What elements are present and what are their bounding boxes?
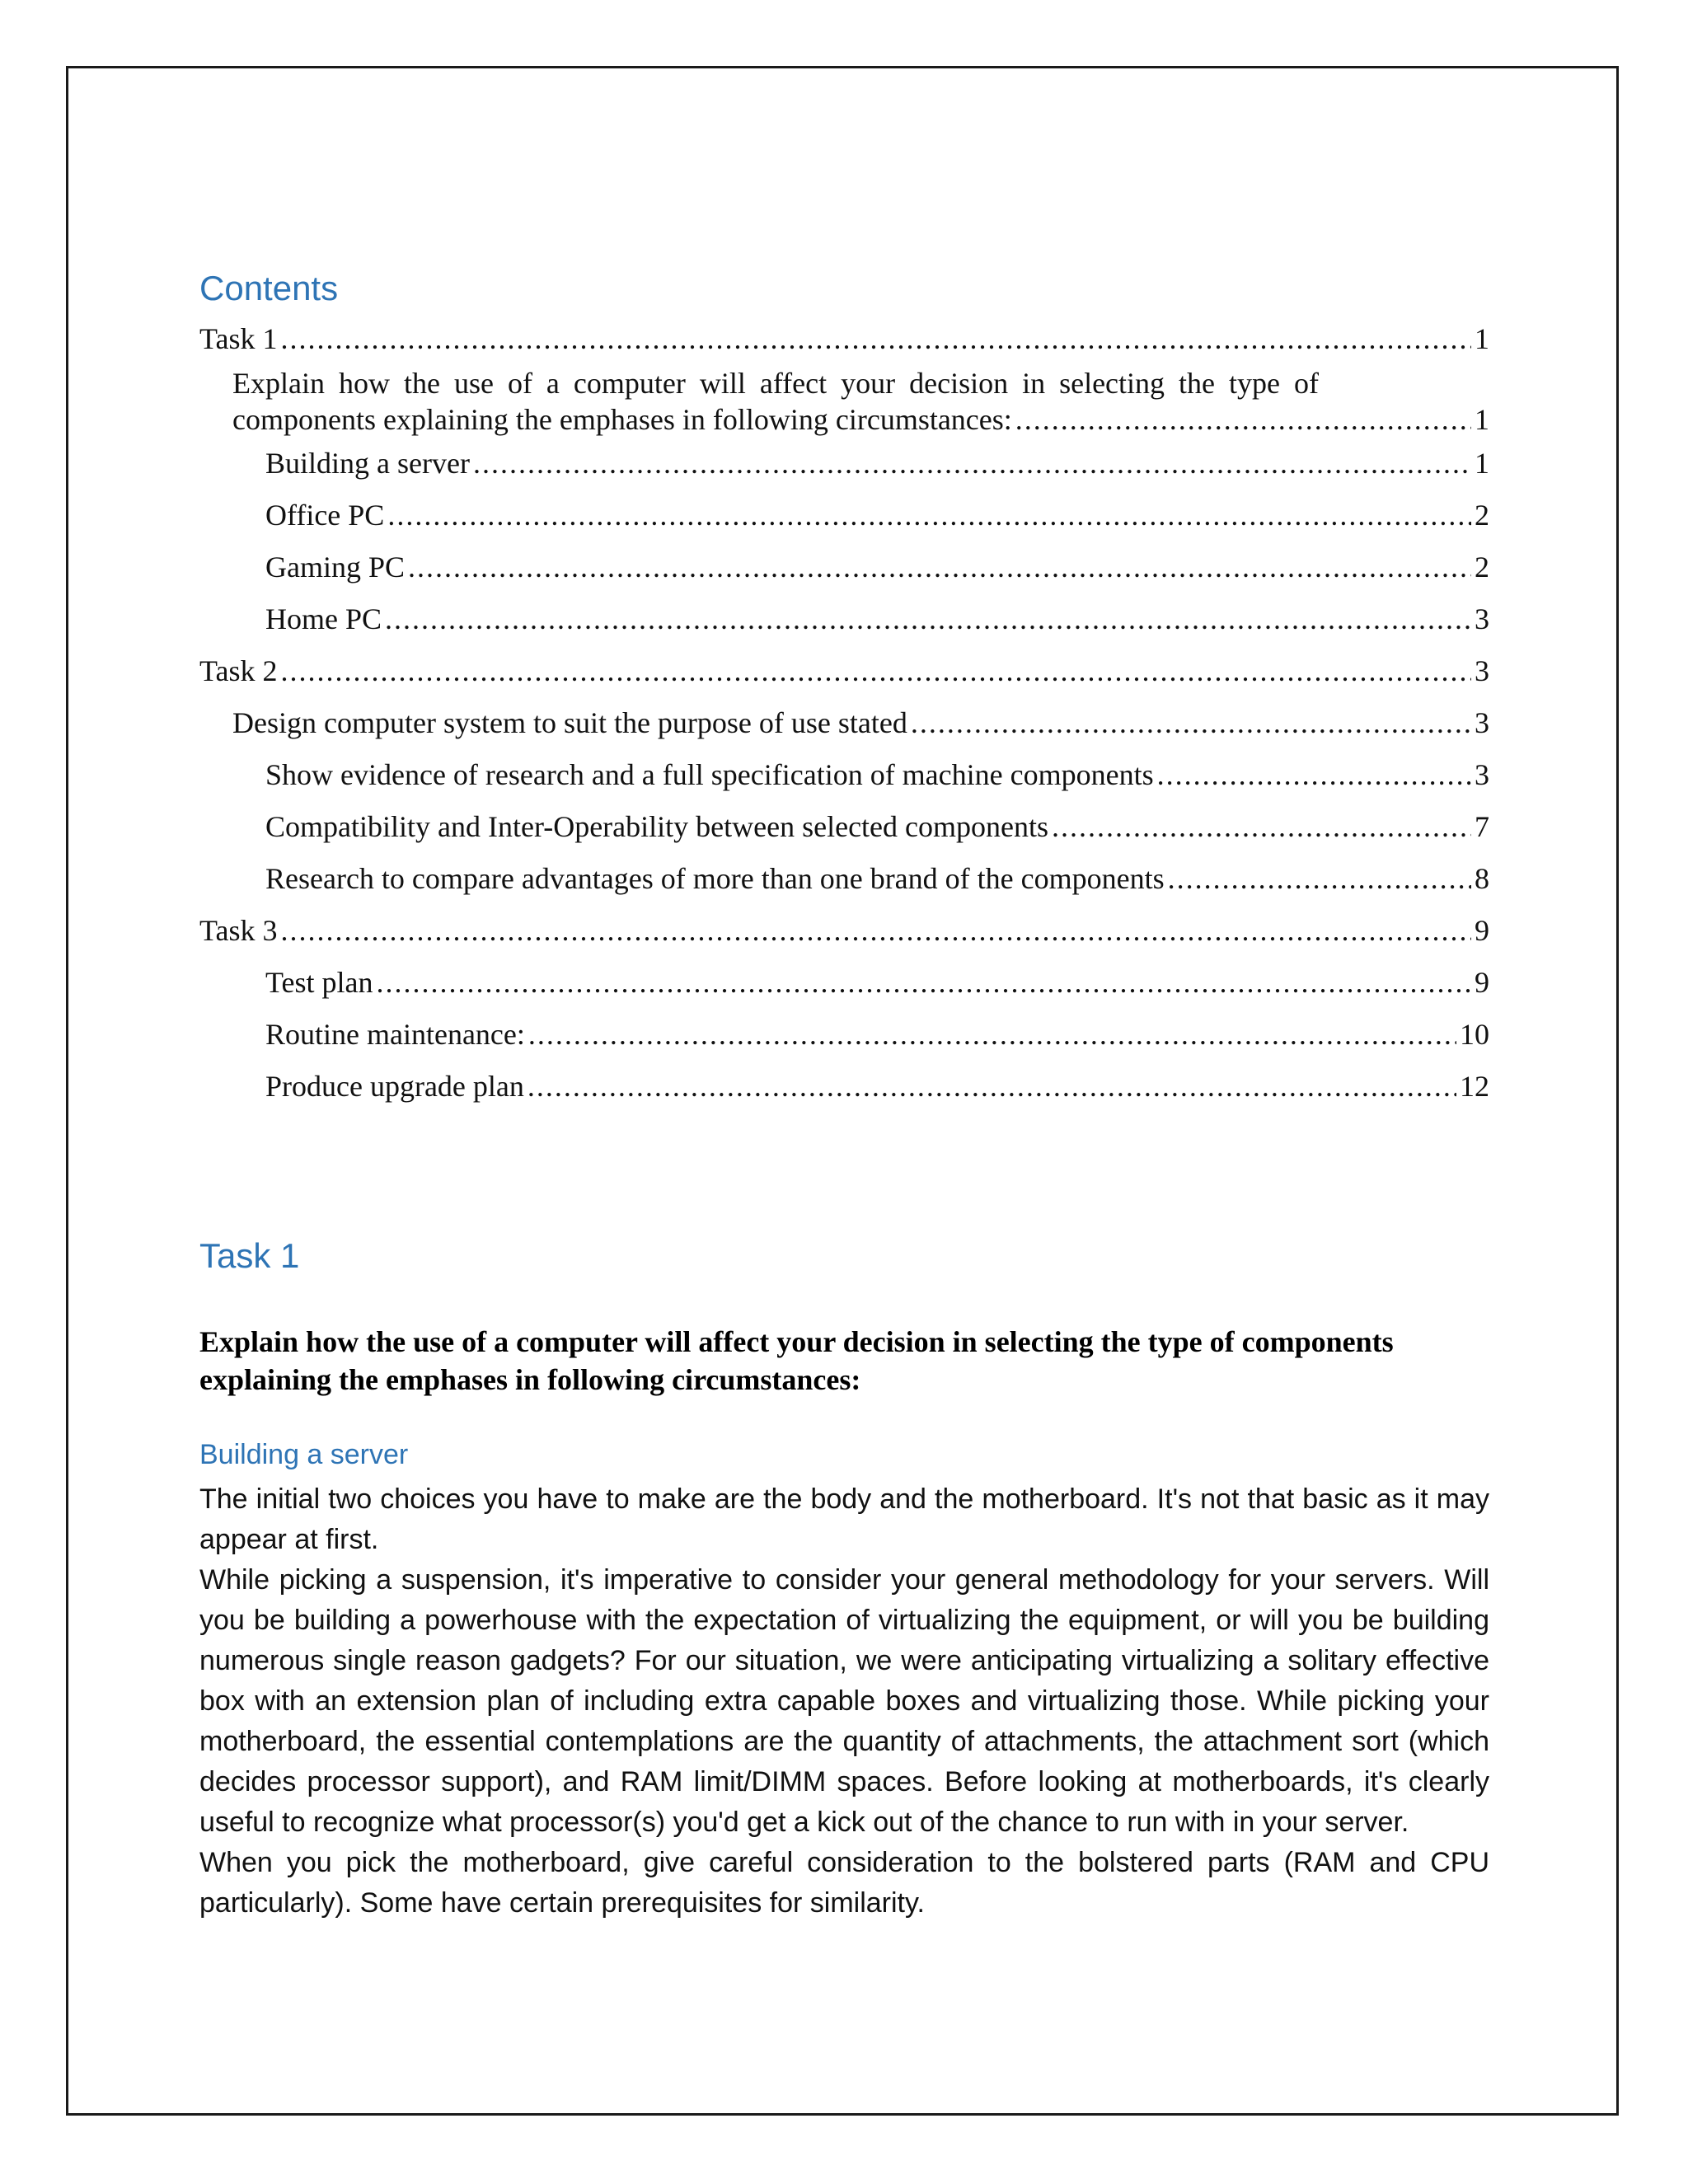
toc-entry-text: Design computer system to suit the purpose of use stated (232, 706, 907, 739)
toc-entry-text: Task 3 (199, 914, 278, 947)
toc-entry-text: Routine maintenance: (265, 1018, 525, 1051)
toc-entry-text: Gaming PC (265, 551, 406, 583)
toc-entry-gaming-pc[interactable] (199, 541, 1489, 593)
body-text (199, 1479, 1489, 1924)
toc-leader (911, 697, 1471, 749)
table-of-contents (199, 264, 1489, 1113)
toc-leader (387, 490, 1471, 541)
toc-page-number: 1 (1475, 403, 1489, 436)
paragraph: The initial two choices you have to make are the body and the motherboard. It's not that basic as it may appear at first. (199, 1483, 1489, 1555)
toc-leader (1168, 853, 1471, 905)
toc-entry-text: Compatibility and Inter-Operability between selected components (265, 810, 1048, 843)
toc-leader (1052, 801, 1471, 853)
toc-entry-text: Explain how the use of a computer will affect your decision in selecting the type of (232, 367, 1319, 400)
toc-entry-building-server[interactable] (199, 438, 1489, 490)
toc-leader (280, 645, 1471, 697)
toc-page-number: 3 (1475, 654, 1489, 687)
toc-page-number: 1 (1475, 322, 1489, 355)
toc-leader (376, 957, 1471, 1009)
toc-page-number: 2 (1475, 499, 1489, 532)
toc-entry-test-plan[interactable] (199, 957, 1489, 1009)
toc-leader (280, 313, 1471, 365)
toc-entry-text: Office PC (265, 499, 385, 532)
toc-entry-text: Show evidence of research and a full specification of machine components (265, 758, 1154, 791)
toc-page-number: 7 (1475, 810, 1489, 843)
toc-page-number: 3 (1475, 706, 1489, 739)
toc-entry-text: Test plan (265, 966, 373, 999)
toc-entry-explain[interactable] (199, 365, 1489, 438)
toc-leader (1015, 401, 1471, 438)
toc-entry-text: Task 2 (199, 654, 278, 687)
toc-leader (408, 541, 1471, 593)
toc-entry-evidence[interactable] (199, 749, 1489, 801)
toc-leader (280, 905, 1471, 957)
subheading: Building a server (199, 1439, 409, 1470)
toc-entry-task-3[interactable] (199, 905, 1489, 957)
toc-page-number: 3 (1475, 602, 1489, 635)
toc-page-number: 2 (1475, 551, 1489, 583)
toc-entry-compatibility[interactable] (199, 801, 1489, 853)
toc-page-number: 8 (1475, 862, 1489, 895)
paragraph: When you pick the motherboard, give careful consideration to the bolstered parts (RAM and CPU particularly). Some have certain prerequisites for similarity. (199, 1847, 1489, 1919)
toc-entry-text: Research to compare advantages of more than one brand of the components (265, 862, 1165, 895)
toc-entry-text: Task 1 (199, 322, 278, 355)
toc-leader (1157, 749, 1471, 801)
toc-leader (528, 1009, 1456, 1061)
toc-page-number: 3 (1475, 758, 1489, 791)
toc-entry-design[interactable] (199, 697, 1489, 749)
toc-entry-task-2[interactable] (199, 645, 1489, 697)
paragraph: While picking a suspension, it's imperative to consider your general methodology for your servers. Will you be building a powerhouse with the expectation of virtualizing the equipment, or will you be building numerous single reason gadgets? For our situation, we were anticipating virtualizing a solitary effective box with an extension plan of including extra capable boxes and virtualizing those. While picking your motherboard, the essential contemplations are the quantity of attachments, the attachment sort (which decides processor support), and RAM limit/DIMM spaces. Before looking at motherboards, it's clearly useful to recognize what processor(s) you'd get a kick out of the chance to run with in your server. (199, 1564, 1489, 1838)
toc-entry-text: Home PC (265, 602, 382, 635)
toc-entry-task-1[interactable] (199, 313, 1489, 365)
toc-page-number: 10 (1460, 1018, 1489, 1051)
toc-page-number: 9 (1475, 966, 1489, 999)
toc-entry-text-continued: components explaining the emphases in following circumstances: (232, 403, 1012, 436)
toc-leader (528, 1061, 1456, 1113)
toc-entry-office-pc[interactable] (199, 490, 1489, 541)
toc-leader (385, 593, 1471, 645)
section-heading: Task 1 (199, 1236, 300, 1275)
toc-page-number: 9 (1475, 914, 1489, 947)
toc-entry-text: Building a server (265, 447, 470, 480)
toc-entry-upgrade-plan[interactable] (199, 1061, 1489, 1113)
question-heading: Explain how the use of a computer will affect your decision in selecting the type of components explaining the emphases in following circumstances: (199, 1325, 1394, 1396)
toc-page-number: 12 (1460, 1070, 1489, 1103)
toc-entry-routine-maintenance[interactable] (199, 1009, 1489, 1061)
toc-entry-research[interactable] (199, 853, 1489, 905)
toc-leader (473, 438, 1471, 490)
toc-entry-text: Produce upgrade plan (265, 1070, 524, 1103)
toc-page-number: 1 (1475, 447, 1489, 480)
toc-list (199, 313, 1489, 1113)
toc-entry-home-pc[interactable] (199, 593, 1489, 645)
toc-heading: Contents (199, 269, 339, 307)
